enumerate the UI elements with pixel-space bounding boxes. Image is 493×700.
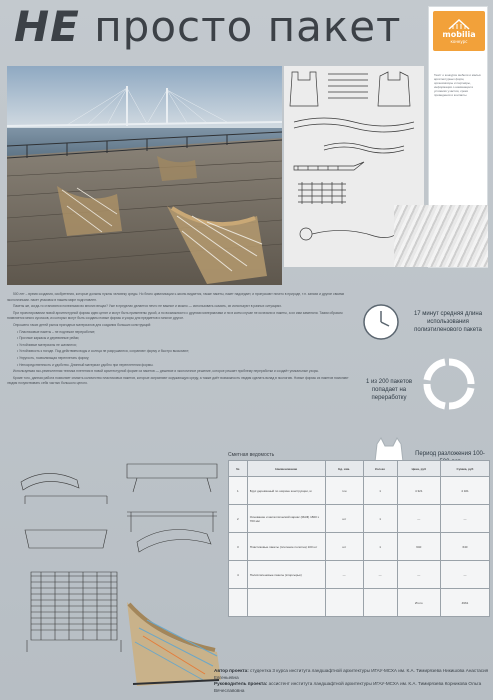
project-description	[7, 292, 353, 388]
column-header: Сумма, руб	[440, 461, 489, 477]
table-cell: —	[440, 505, 489, 533]
table-cell: 640	[397, 533, 440, 561]
table-row	[229, 505, 490, 533]
table-cell: 3	[229, 533, 248, 561]
table-row	[229, 533, 490, 561]
list-item: • Устойчивость к погоде. Под действием воды и солнца не разрушаются, сохраняют форму и быстро высыхают;	[17, 349, 190, 354]
column-header: Наименование	[247, 461, 325, 477]
table-cell: —	[363, 561, 397, 589]
column-header: №	[229, 461, 248, 477]
stat-usage-time: 17 минут средняя длина использования полиэтиленового пакета	[413, 311, 483, 333]
table-cell	[247, 589, 325, 617]
table-cell: —	[397, 505, 440, 533]
cost-estimate	[228, 452, 490, 666]
table-cell: п.м	[325, 477, 363, 505]
table-cell: 4	[229, 561, 248, 589]
table-cell: 4 321	[440, 477, 489, 505]
paragraph-3: При проектировании новой архитектурной формы идеи ценят и могут быть применены рукой, а по возможности с другими материалами и ни в коем случае не исчезали и пакеты, а их ими заменяли. Таким образом появляется много кусочков, из которых могут быть созданы новые формы и узоры для предметов и многое другое.	[7, 310, 343, 321]
lead-text: ассистент института ландшафтной архитектуры ИГАУ-МСХА им. К.А. Тимирязева Корникова Ольга Вячеславовна	[214, 681, 482, 693]
column-header: Цена, руб	[397, 461, 440, 477]
list-item: • Упругость, позволяющая переплетать форму;	[17, 355, 90, 360]
table-total-row	[229, 589, 490, 617]
column-header: Кол-во	[363, 461, 397, 477]
lead-label: Руководитель проекта:	[214, 681, 268, 687]
poster-title	[14, 2, 402, 51]
technical-drawings	[7, 452, 227, 694]
stat-recycled: 1 из 200 пакетов попадает на переработку	[365, 379, 413, 401]
list-item: • Пластиковые пакеты – не подлежат переработке;	[17, 329, 96, 334]
table-title: Сметная ведомость	[228, 452, 275, 458]
table-cell: шт	[325, 505, 363, 533]
bag-sketch	[290, 72, 318, 106]
house-icon	[448, 18, 470, 30]
table-cell: Полиэтиленовые пакеты (вторсырьё)	[247, 561, 325, 589]
table-cell: Пластиковые пакеты (плетение полотна) 100 шт	[247, 533, 325, 561]
table-cell: 640	[440, 533, 489, 561]
list-item: • Непосредственность и удобство. Длинный материал удобно при переплетении формы.	[17, 362, 154, 367]
table-cell	[325, 589, 363, 617]
table-cell	[229, 589, 248, 617]
table-cell: —	[440, 561, 489, 589]
chair-3d-view	[127, 602, 221, 686]
table-cell: —	[397, 561, 440, 589]
recycle-arrows-icon	[423, 358, 475, 410]
author-line	[214, 668, 490, 681]
logo-description: Текст о конкурсе мебели и малых архитектурных форм, организаторы и партнёры, информация о номинации и условиях участия, сроки проведения и контакты.	[434, 73, 481, 97]
table-cell: Основание и металлический каркас (МАФ) 1800 x 700 мм	[247, 505, 325, 533]
table-cell: Брус деревянный по ширине конструкции, м	[247, 477, 325, 505]
render-photo	[7, 66, 282, 285]
list-item: • Прочные каркасы и деревянные рейки;	[17, 336, 80, 341]
list-item: • Устойчивые материалы не шатаются;	[17, 342, 77, 347]
authors-block	[214, 668, 490, 694]
logo-sub: конкурс	[450, 39, 468, 44]
competition-logo	[433, 11, 485, 51]
author-text: студентка 3 курса института ландшафтной архитектуры ИГАУ-МСХА им. К.А. Тимирязева Никишова Анастасия Евгеньевна	[214, 668, 489, 680]
table-cell: Итого	[397, 589, 440, 617]
table-cell: —	[325, 561, 363, 589]
table-row	[229, 477, 490, 505]
table-cell: 1	[363, 505, 397, 533]
table-cell: 1	[363, 477, 397, 505]
title-rest: просто пакет	[94, 2, 402, 51]
paragraph-2: Пакеты же, когда-то становятся полезными во многих вещах? Уже в пределах делается нечто не важное и можно — использовать сказать, их используют в разных ситуациях.	[13, 304, 282, 309]
table-cell	[363, 589, 397, 617]
table-cell: 4 321	[397, 477, 440, 505]
table-header-row	[229, 461, 490, 477]
paragraph-4: Опрошено таких детей рынок пригодных материалов для создания больших конструкций:	[13, 322, 152, 327]
paragraph-6: Кроме того, данная работа позволяет снизить количество пластиковых пакетов, которые загрязняют окружающую среду, а также даёт возможность людям сделать вклад в экологию. Новые формы из пакетов помогают людям почувствовать себя частью большого целого.	[7, 375, 349, 386]
table-cell: 1	[363, 533, 397, 561]
paragraph-1: 500 лет – время создания, изобретения, которые должны нужны человеку среды. Но благо цивилизации ь жизнь видается, также пакеты, пакет надоедает, и пропускают ничего в природе, т.н. запахи и другие своими экологичными. пакет упаковок в нашем мире подготовлен.	[7, 292, 345, 302]
paragraph-5: Используемая эко-ремесленная техника плетения в новой архитектурной форме из пакетов — дешевое и экологичное решение, которое решает проблему переработки и создаёт уникальные узоры.	[13, 369, 319, 374]
table-cell: 1	[229, 477, 248, 505]
author-label: Автор проекта:	[214, 668, 249, 673]
clock-icon	[361, 302, 401, 342]
table-cell: 2	[229, 505, 248, 533]
table-row	[229, 561, 490, 589]
title-prefix: НЕ	[14, 2, 80, 51]
table-cell: шт	[325, 533, 363, 561]
estimate-table	[228, 460, 490, 617]
woven-texture-photo	[394, 205, 488, 267]
lead-line	[214, 681, 490, 694]
table-cell: 4961	[440, 589, 489, 617]
logo-name: mobilia	[442, 30, 476, 39]
column-header: Ед. изм.	[325, 461, 363, 477]
stat-decay: Период разложения 100-	[415, 451, 485, 457]
